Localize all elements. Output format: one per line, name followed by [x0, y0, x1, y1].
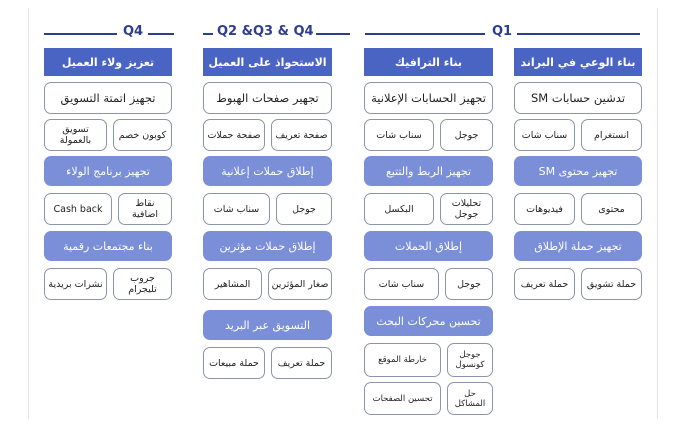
prep-marketing-automation: تجهيز اتمتة التسويق	[44, 82, 172, 114]
traffic-header: بناء الترافيك	[364, 48, 493, 76]
intro-campaign-item: حملة تعريف	[514, 268, 575, 300]
improve-pages-item: تحسين الصفحات	[364, 382, 441, 415]
brand-awareness-header: بناء الوعي في البراند	[514, 48, 642, 76]
prep-loyalty-program: تجهيز برنامج الولاء	[44, 156, 172, 186]
cashback-item: Cash back	[44, 193, 112, 225]
google-item: جوجل	[276, 193, 332, 225]
google-item: جوجل	[440, 119, 493, 151]
prep-ad-accounts: تجهيز الحسابات الإعلانية	[364, 82, 493, 114]
prep-landing-pages: تجهير صفحات الهبوط	[203, 82, 332, 114]
snapchat-item: سناب شات	[364, 268, 439, 300]
phase-line	[148, 33, 174, 35]
acquisition-header: الاستحواذ على العميل	[203, 48, 332, 76]
phase-q1	[365, 24, 640, 42]
build-digital-communities: بناء مجتمعات رقمية	[44, 231, 172, 261]
loyalty-header: تعزيز ولاء العميل	[44, 48, 172, 76]
prep-linking-tracking: تجهيز الربط والتتبع	[364, 156, 493, 186]
launch-sm-accounts: تدشين حسابات SM	[514, 82, 642, 114]
affiliate-marketing-item: تسويق بالعمولة	[44, 119, 107, 151]
celebrities-item: المشاهير	[203, 268, 262, 300]
snapchat-item: سناب شات	[514, 119, 575, 151]
pixel-item: البكسل	[364, 193, 434, 225]
launch-influencer-campaigns: إطلاق حملات مؤثرين	[203, 231, 332, 261]
email-marketing: التسويق عبر البريد	[203, 310, 332, 340]
intro-page-item: صفحة تعريف	[271, 119, 332, 151]
phase-q2-q4	[203, 24, 350, 42]
snapchat-item: سناب شات	[364, 119, 434, 151]
seo-item: تحسين محركات البحث	[364, 306, 493, 336]
phase-q4	[44, 24, 174, 42]
phase-line	[44, 33, 117, 35]
phase-line	[203, 33, 213, 35]
discount-coupon-item: كوبون خصم	[113, 119, 172, 151]
launch-campaigns: إطلاق الحملات	[364, 231, 493, 261]
telegram-groups-item: جروب تليجرام	[113, 268, 172, 300]
videos-item: فيديوهات	[514, 193, 575, 225]
phase-label: Q1	[492, 24, 513, 39]
phase-line	[365, 33, 485, 35]
content-item: محتوى	[581, 193, 642, 225]
sitemap-item: خارطة الموقع	[364, 343, 441, 377]
sales-campaign-item: حملة مبيعات	[203, 347, 265, 379]
phase-line	[316, 33, 350, 35]
intro-campaign-item: حملة تعريف	[271, 347, 332, 379]
google-item: جوجل	[445, 268, 493, 300]
teaser-campaign-item: حملة تشويق	[581, 268, 642, 300]
snapchat-item: سناب شات	[203, 193, 270, 225]
campaigns-page-item: صفحة حملات	[203, 119, 265, 151]
prep-launch-campaign: تجهيز حملة الإطلاق	[514, 231, 642, 261]
extra-points-item: نقاط اضافية	[118, 193, 172, 225]
instagram-item: انستغرام	[581, 119, 642, 151]
google-console-item: جوجل كونسول	[447, 343, 493, 377]
phase-label: Q4	[123, 24, 144, 39]
google-analytics-item: تحليلات جوجل	[440, 193, 493, 225]
micro-influencers-item: صغار المؤثرين	[268, 268, 332, 300]
phase-label: Q2 &Q3 & Q4	[217, 24, 314, 39]
newsletters-item: نشرات بريدية	[44, 268, 107, 300]
phase-line	[517, 33, 640, 35]
launch-ad-campaigns: إطلاق حملات إعلانية	[203, 156, 332, 186]
fix-issues-item: حل المشاكل	[447, 382, 493, 415]
prep-sm-content: تجهيز محتوى SM	[514, 156, 642, 186]
